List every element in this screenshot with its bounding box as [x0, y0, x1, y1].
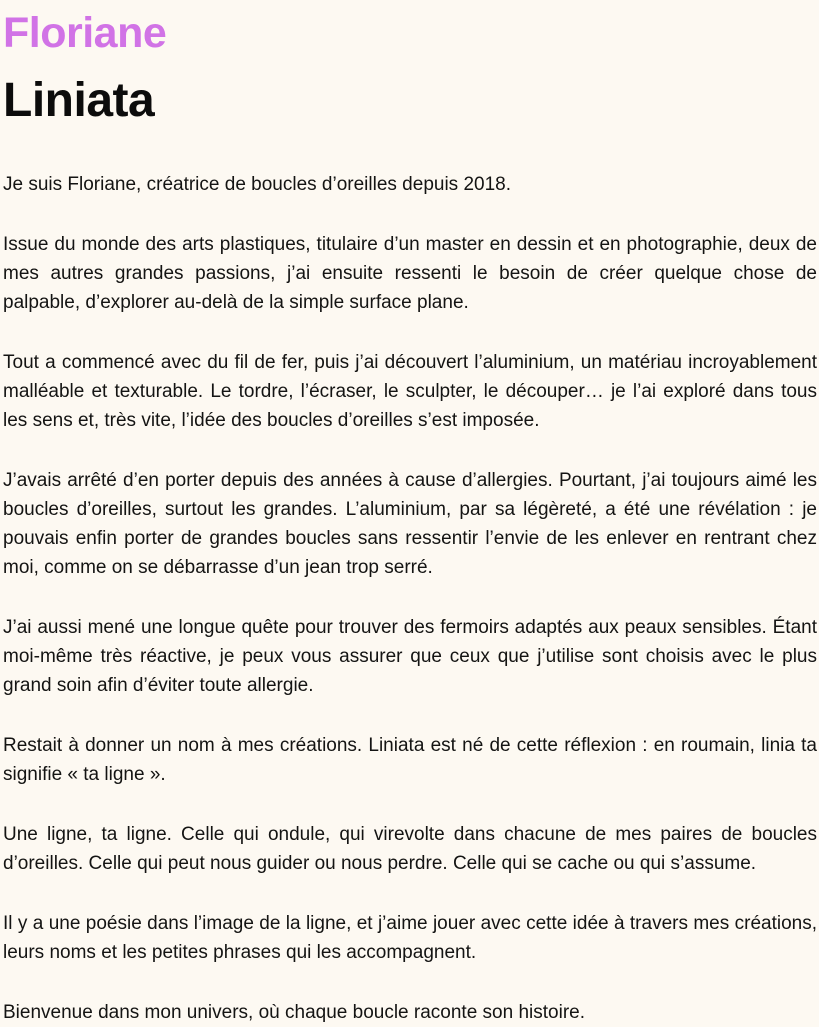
paragraph-poesie: Il y a une poésie dans l’image de la ligne, et j’aime jouer avec cette idée à travers mes créations, leurs noms et les petites phrases qui les accompagnent.	[3, 913, 817, 963]
paragraph-une-ligne: Une ligne, ta ligne. Celle qui ondule, qui virevolte dans chacune de mes paires de boucles d’oreilles. Celle qui peut nous guider ou nous perdre. Celle qui se cache ou qui s’assume.	[3, 824, 817, 874]
paragraph-aluminium: Tout a commencé avec du fil de fer, puis j’ai découvert l’aluminium, un matériau incroyablement malléable et texturable. Le tordre, l’écraser, le sculpter, le découper… je l’ai exploré dans tous les sens et, très vite, l’idée des boucles d’oreilles s’est imposée.	[3, 352, 817, 431]
paragraph-intro: Je suis Floriane, créatrice de boucles d’oreilles depuis 2018.	[3, 174, 511, 195]
paragraph-background: Issue du monde des arts plastiques, titulaire d’un master en dessin et en photographie, deux de mes autres grandes passions, j’ai ensuite ressenti le besoin de créer quelque chose de palpable, d’explorer au-delà de la simple surface plane.	[3, 234, 817, 313]
paragraph-bienvenue: Bienvenue dans mon univers, où chaque boucle raconte son histoire.	[3, 1002, 585, 1023]
about-text	[3, 170, 817, 1027]
paragraph-fermoirs: J’ai aussi mené une longue quête pour trouver des fermoirs adaptés aux peaux sensibles. Étant moi-même très réactive, je peux vous assurer que ceux que j’utilise sont choisis avec le plus grand soin afin d’éviter toute allergie.	[3, 617, 817, 696]
paragraph-allergies: J’avais arrêté d’en porter depuis des années à cause d’allergies. Pourtant, j’ai toujours aimé les boucles d’oreilles, surtout les grandes. L’aluminium, par sa légèreté, a été une révélation : je pouvais enfin porter de grandes boucles sans ressentir l’envie de les enlever en rentrant chez moi, comme on se débarrasse d’un jean trop serré.	[3, 470, 817, 578]
paragraph-nom-liniata: Restait à donner un nom à mes créations. Liniata est né de cette réflexion : en roumain, linia ta signifie « ta ligne ».	[3, 735, 817, 785]
collection-name-heading: Liniata	[3, 74, 155, 127]
brand-name-heading: Floriane	[3, 9, 167, 57]
